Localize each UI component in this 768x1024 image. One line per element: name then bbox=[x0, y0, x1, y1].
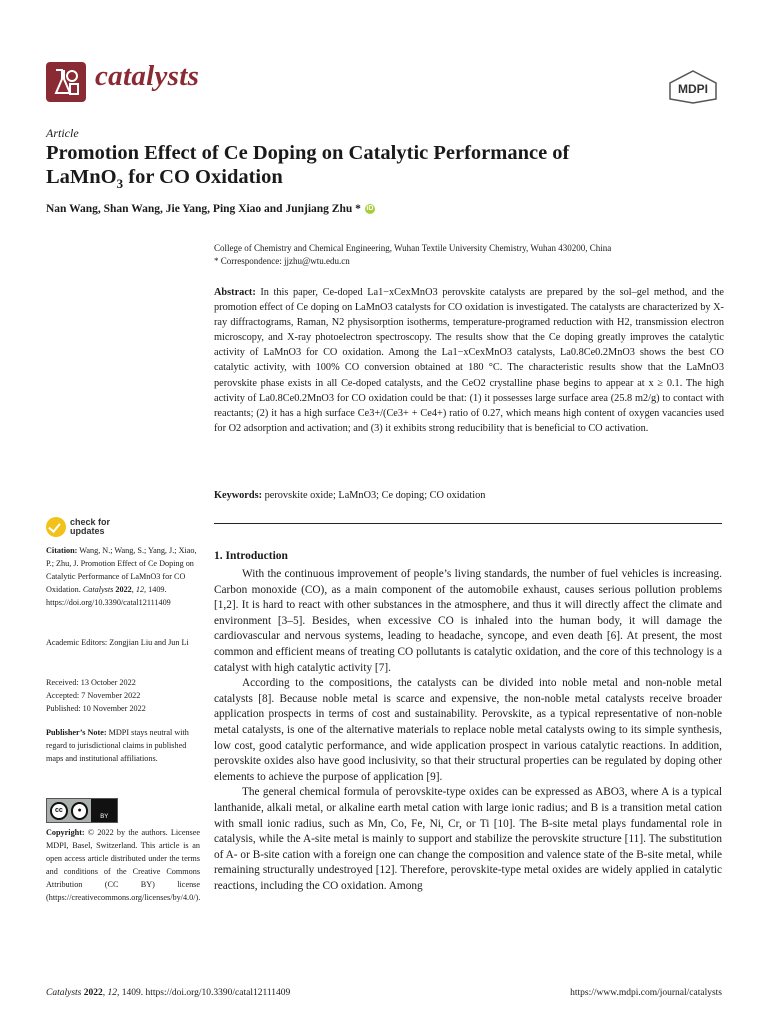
keywords-text: perovskite oxide; LaMnO3; Ce doping; CO oxidation bbox=[264, 490, 486, 501]
introduction-body bbox=[214, 567, 722, 894]
academic-editors: Academic Editors: Zongjian Liu and Jun Li bbox=[46, 638, 189, 647]
abstract-label: Abstract: bbox=[214, 287, 256, 298]
orcid-icon[interactable]: iD bbox=[366, 205, 374, 212]
correspondence-line[interactable]: * Correspondence: jjzhu@wtu.edu.cn bbox=[214, 256, 350, 266]
copyright-block: Copyright: © 2022 by the authors. Licensee MDPI, Basel, Switzerland. This article is an open access article distributed under the terms and conditions of the Creative Commons Attribution (CC BY) license (https://creativecommons.org/licenses/by/4.0/). bbox=[46, 828, 201, 902]
article-type: Article bbox=[46, 126, 79, 140]
affiliation bbox=[214, 242, 724, 268]
citation-year: 2022 bbox=[115, 585, 132, 594]
footer-citation: Catalysts 2022, 12, 1409. https://doi.org/10.3390/catal12111409 bbox=[46, 988, 291, 998]
mdpi-logo[interactable] bbox=[666, 69, 720, 105]
received-date: Received: 13 October 2022 bbox=[46, 678, 136, 687]
mdpi-logo-text: MDPI bbox=[678, 82, 708, 96]
flask-icon bbox=[46, 62, 86, 102]
published-date: Published: 10 November 2022 bbox=[46, 704, 146, 713]
check-icon bbox=[46, 517, 66, 537]
citation-volume: 12, bbox=[135, 585, 147, 594]
dates-block bbox=[46, 676, 200, 715]
citation-label: Citation: bbox=[46, 546, 78, 555]
affiliation-line: College of Chemistry and Chemical Engineering, Wuhan Textile University Chemistry, Wuhan 430200, China bbox=[214, 243, 612, 253]
cc-icon: cc bbox=[50, 802, 68, 820]
by-label: BY bbox=[91, 799, 117, 822]
author-list bbox=[46, 203, 375, 215]
keywords bbox=[214, 490, 724, 501]
journal-logo bbox=[46, 62, 86, 102]
paragraph: The general chemical formula of perovskite-type oxides can be expressed as ABO3, where A is a typical lanthanide, alkali metal, or alkaline earth metal cation with large ionic radius; and B is a transition metal cation with small ionic radius, such as Mn, Co, Fe, Ni, Cr, or Ti [10]. The B-site metal plays fundamental role in catalysis, while the A-site metal is mainly to support and stabilize the perovskite structure [11]. The substitution of A- or B-site cation with a foreign one can change the composition and valence state of the B-site metal, while remaining structurally undestroyed [12]. Therefore, perovskite-type metal oxides are widely applied in catalytic reactions, including the CO oxidation. Among bbox=[214, 786, 722, 892]
page-title bbox=[46, 141, 726, 196]
citation-doi[interactable]: 1409. https://doi.org/10.3390/catal12111409 bbox=[46, 585, 171, 607]
citation-text: Wang, N.; Wang, S.; Yang, J.; Xiao, P.; Zhu, J. Promotion Effect of Ce Doping on Catalytic Performance of LaMnO3 for CO Oxidation. bbox=[46, 546, 197, 594]
keywords-label: Keywords: bbox=[214, 490, 263, 501]
divider bbox=[214, 523, 722, 524]
citation-block: Citation: Wang, N.; Wang, S.; Yang, J.; Xiao, P.; Zhu, J. Promotion Effect of Ce Doping on Catalytic Performance of LaMnO3 for CO Oxidation. Catalysts 2022, 12, 1409. https://doi.org/10.3390/catal12111409 bbox=[46, 546, 197, 607]
abstract bbox=[214, 285, 724, 436]
authors-text: Nan Wang, Shan Wang, Jie Yang, Ping Xiao and Junjiang Zhu * bbox=[46, 203, 361, 215]
accepted-date: Accepted: 7 November 2022 bbox=[46, 691, 141, 700]
abstract-text: In this paper, Ce-doped La1−xCexMnO3 perovskite catalysts are prepared by the sol–gel method, and the promotion effect of Ce doping on LaMnO3 catalysts for CO oxidation is investigated. The catalysts are characterized by X-ray diffractograms, Raman, N2 physisorption isotherms, temperature-programed reduction with H2, transmission electron microscopy, and X-ray photoelectron spectroscopy. The results show that the Ce doping greatly improves the catalytic activity of LaMnO3 for CO oxidation. Among the La1−xCexMnO3 catalysts, La0.8Ce0.2MnO3 shows the best CO catalytic activity, with 100% CO conversion obtained at 180 °C. The characteristic results show that the LaMnO3 perovskite phase exists in all Ce-doped catalysts, and the CeO2 crystalline phase begins to appear at x ≥ 0.1. The high activity of La0.8Ce0.2MnO3 for CO oxidation could be that: (1) it possesses large surface area (25.8 m2/g) to contact with reactants; (2) it has a high surface Ce3+/(Ce3+ + Ce4+) ratio of 0.27, which means high content of oxygen vacancies used for O2 adsorption and activation; and (3) it exhibits strong reducibility that is beneficial to CO activation. bbox=[214, 287, 724, 434]
cc-by-license-badge[interactable] bbox=[46, 798, 118, 823]
citation-journal: Catalysts bbox=[82, 585, 114, 594]
check-for-updates-badge[interactable]: check for updates bbox=[46, 517, 110, 537]
paragraph: With the continuous improvement of people’s living standards, the number of fuel vehicles is increasing. Carbon monoxide (CO), as a main component of the automobile exhaust, causes serious pollution problems [1,2]. It is hard to react with other substances in the atmosphere, and thus it will directly affect the climate and environment [3–5]. Besides, when excessive CO is inhaled into the human body, it will damage the cardiovascular and nervous systems, leading to headache, syncope, and even death [6]. At present, the most common and efficient means of treating CO pollutants is catalytic oxidation, and the core of this technology is a catalyst with high catalytic activity [7]. bbox=[214, 568, 722, 674]
publisher-note: Publisher’s Note: MDPI stays neutral with regard to jurisdictional claims in published maps and institutional affiliations. bbox=[46, 728, 189, 763]
title-line-2: LaMnO$_3$ for CO Oxidation bbox=[46, 166, 283, 192]
paragraph: According to the compositions, the catalysts can be divided into noble metal and non-noble metal catalysts [8]. Because noble metal is scarce and expensive, the non-noble metal catalysts receive broader application prospects in terms of cost and sustainability. Perovskite, as a typical representative of non-noble metal catalysts, is one of the alternative materials to replace noble metal catalysts owing to its simple synthesis, low cost, good catalytic performance, and wide application prospect in various catalytic reactions. In addition, perovskite oxides also have good inclusivity, so that their structural properties can be regulated by doping other elements to achieve the purpose of application [9]. bbox=[214, 677, 722, 783]
journal-name[interactable]: catalysts bbox=[95, 60, 200, 92]
title-line-1: Promotion Effect of Ce Doping on Catalytic Performance of bbox=[46, 142, 570, 164]
attribution-icon: ● bbox=[71, 802, 89, 820]
footer-journal-url[interactable]: https://www.mdpi.com/journal/catalysts bbox=[570, 988, 722, 998]
section-heading: 1. Introduction bbox=[214, 550, 288, 562]
